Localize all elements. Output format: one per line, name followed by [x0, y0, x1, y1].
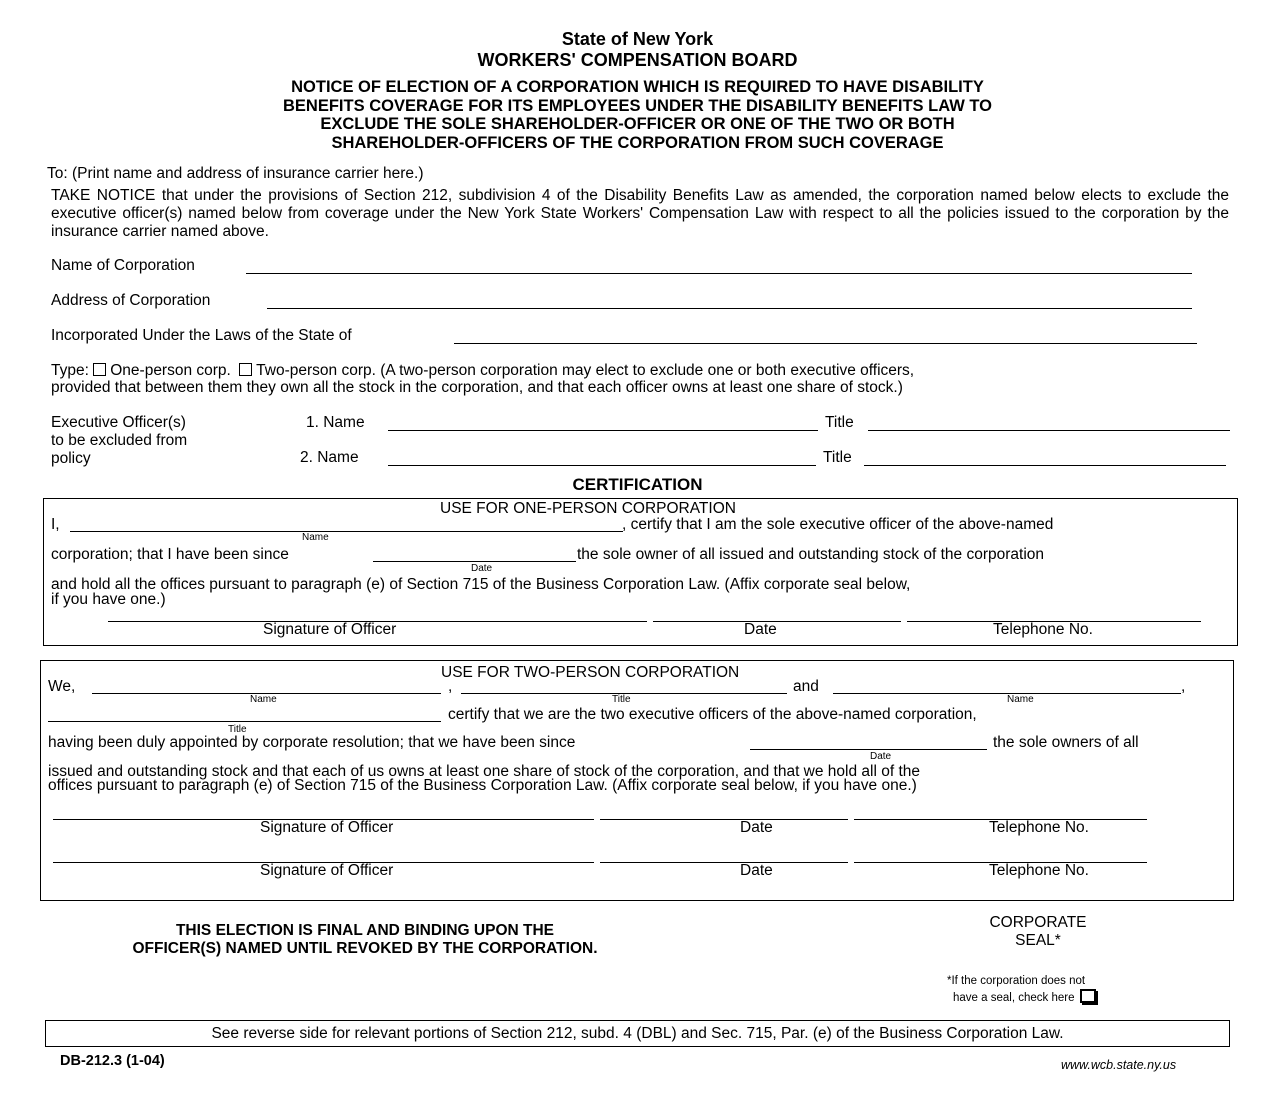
two-we-label: We, — [48, 678, 76, 695]
type-line: Type: One-person corp. Two-person corp. (A two-person corporation may elect to exclude one or both executive officers, — [51, 362, 915, 379]
corporate-seal-label: CORPORATE SEAL* — [989, 914, 1087, 949]
officer2-title-label: Title — [823, 449, 852, 466]
two-title-caption-2: Title — [228, 724, 247, 735]
one-date-label: Date — [744, 621, 777, 638]
officer1-title-field[interactable] — [868, 430, 1230, 431]
two-signature1-label: Signature of Officer — [260, 819, 394, 836]
two-comma-2: , — [1181, 678, 1186, 695]
seal-note-1: *If the corporation does not — [947, 975, 1086, 987]
one-offices-text: and hold all the offices pursuant to paragraph (e) of Section 715 of the Business Corporation Law. (Affix corporate seal below, — [51, 576, 911, 593]
to-carrier-label: To: (Print name and address of insurance carrier here.) — [47, 165, 424, 182]
officer2-title-field[interactable] — [864, 465, 1226, 466]
one-person-label: One-person corp. — [110, 362, 231, 379]
name-of-corp-label: Name of Corporation — [51, 257, 195, 274]
one-since-text: corporation; that I have been since — [51, 546, 289, 563]
one-date-caption: Date — [471, 563, 493, 574]
one-person-checkbox[interactable] — [93, 363, 106, 376]
one-date-field[interactable] — [653, 621, 901, 622]
one-since-date-field[interactable] — [373, 561, 576, 562]
one-certify-text: , certify that I am the sole executive officer of the above-named — [622, 516, 1054, 533]
certification-heading: CERTIFICATION — [572, 475, 703, 494]
take-notice-paragraph: TAKE NOTICE that under the provisions of Section 212, subdivision 4 of the Disability Benefits Law as amended, the corporation named below elects to exclude the executive officer(s) named below from coverage under the New York State Workers' Compensation Law with respect to all the policies issued to the corporation by the insurance carrier named above. — [51, 187, 1229, 240]
one-i-label: I, — [51, 516, 60, 533]
two-name-caption-2: Name — [1007, 694, 1034, 705]
officer2-name-field[interactable] — [388, 465, 816, 466]
one-person-heading: USE FOR ONE-PERSON CORPORATION — [440, 500, 736, 517]
two-person-checkbox[interactable] — [239, 363, 252, 376]
one-signature-label: Signature of Officer — [263, 621, 397, 638]
two-date2-label: Date — [740, 862, 773, 879]
two-since-date-field[interactable] — [750, 749, 987, 750]
one-name-caption: Name — [302, 532, 329, 543]
incorporated-state-field[interactable] — [454, 343, 1197, 344]
form-number: DB-212.3 (1-04) — [60, 1053, 165, 1069]
incorporated-state-label: Incorporated Under the Laws of the State of — [51, 327, 352, 344]
officers-label: Executive Officer(s) to be excluded from policy — [51, 414, 188, 467]
two-telephone2-label: Telephone No. — [989, 862, 1089, 879]
seal-note-2: have a seal, check here — [953, 989, 1096, 1004]
state-title: State of New York — [561, 29, 714, 49]
two-person-label: Two-person corp. (A two-person corporation may elect to exclude one or both executive officers, — [256, 362, 915, 379]
final-binding-notice: THIS ELECTION IS FINAL AND BINDING UPON THE OFFICER(S) NAMED UNTIL REVOKED BY THE CORPORATION. — [132, 922, 598, 957]
no-seal-checkbox[interactable] — [1080, 989, 1096, 1003]
two-date1-label: Date — [740, 819, 773, 836]
address-of-corp-field[interactable] — [267, 308, 1192, 309]
two-date2-field[interactable] — [600, 862, 848, 863]
one-officer-name-field[interactable] — [70, 531, 623, 532]
two-certify-text: certify that we are the two executive officers of the above-named corporation, — [448, 706, 977, 723]
type-line-2: provided that between them they own all the stock in the corporation, and that each officer owns at least one share of stock.) — [51, 379, 903, 396]
two-officer2-title-field[interactable] — [48, 721, 441, 722]
one-telephone-label: Telephone No. — [993, 621, 1093, 638]
two-title-caption-1: Title — [612, 694, 631, 705]
website-link[interactable]: www.wcb.state.ny.us — [1061, 1058, 1177, 1072]
officer1-title-label: Title — [825, 414, 854, 431]
two-offices-text: offices pursuant to paragraph (e) of Section 715 of the Business Corporation Law. (Affix corporate seal below, if you have one.) — [48, 777, 917, 794]
officer1-name-field[interactable] — [388, 430, 818, 431]
see-reverse-text: See reverse side for relevant portions of Section 212, subd. 4 (DBL) and Sec. 715, Par. (e) of the Business Corporation Law. — [211, 1025, 1064, 1042]
two-telephone1-label: Telephone No. — [989, 819, 1089, 836]
address-of-corp-label: Address of Corporation — [51, 292, 211, 309]
two-comma: , — [448, 678, 453, 695]
officer1-name-label: 1. Name — [306, 414, 365, 431]
board-title: WORKERS' COMPENSATION BOARD — [477, 50, 798, 70]
two-signature2-label: Signature of Officer — [260, 862, 394, 879]
one-seal-text: if you have one.) — [51, 591, 166, 608]
name-of-corp-field[interactable] — [246, 273, 1192, 274]
two-date-caption: Date — [870, 751, 892, 762]
notice-title: NOTICE OF ELECTION OF A CORPORATION WHICH IS REQUIRED TO HAVE DISABILITY BENEFITS COVERAGE FOR ITS EMPLOYEES UNDER THE DISABILITY BENEFITS LAW TO EXCLUDE THE SOLE SHAREHOLDER-OFFICER OR ONE OF THE TWO OR BOTH SHAREHOLDER-OFFICERS OF THE CORPORATION FROM SUCH COVERAGE — [283, 78, 992, 152]
two-name-caption-1: Name — [250, 694, 277, 705]
two-owners-text: the sole owners of all — [993, 734, 1139, 751]
two-date1-field[interactable] — [600, 819, 848, 820]
two-person-heading: USE FOR TWO-PERSON CORPORATION — [441, 664, 740, 681]
officer2-name-label: 2. Name — [300, 449, 359, 466]
two-since-text: having been duly appointed by corporate resolution; that we have been since — [48, 734, 576, 751]
one-owner-text: the sole owner of all issued and outstanding stock of the corporation — [577, 546, 1045, 563]
two-and: and — [793, 678, 819, 695]
two-stock-text: issued and outstanding stock and that each of us owns at least one share of stock of the corporation, and that we hold all of the — [48, 763, 921, 780]
